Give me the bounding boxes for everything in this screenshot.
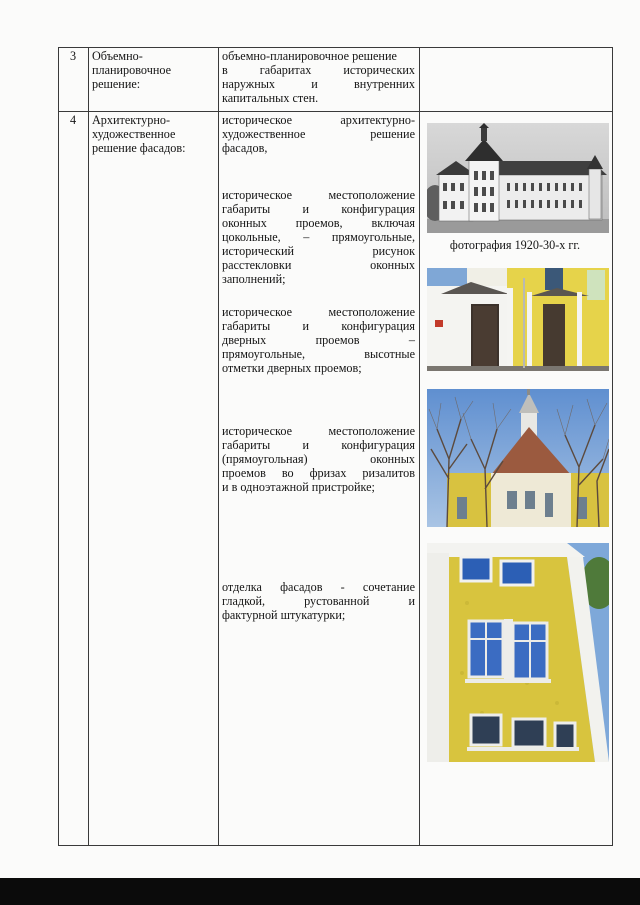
row-name-line: художественное bbox=[92, 127, 176, 141]
yellow-facade-windows-photo bbox=[427, 543, 609, 762]
text-line: габариты и конфигурация bbox=[222, 202, 415, 216]
text-line: прямоугольные, высотные bbox=[222, 347, 415, 361]
text-line: габариты и конфигурация bbox=[222, 438, 415, 452]
text-line: отделка фасадов - сочетание bbox=[222, 580, 415, 594]
row-description bbox=[222, 49, 415, 105]
text-line: расстекловки оконных bbox=[222, 258, 415, 272]
text-line: историческое местоположение bbox=[222, 305, 415, 319]
row-name bbox=[92, 113, 216, 155]
text-line: габариты и конфигурация bbox=[222, 319, 415, 333]
text-line: отметки дверных проемов; bbox=[222, 361, 362, 375]
tower-and-trees-photo bbox=[427, 389, 609, 527]
text-line: объемно-планировочное решение bbox=[222, 49, 397, 63]
text-line: историческое архитектурно- bbox=[222, 113, 415, 127]
text-line: капитальных стен. bbox=[222, 91, 319, 105]
row-name-line: планировочное bbox=[92, 63, 171, 77]
row-number: 4 bbox=[69, 113, 77, 127]
row-number: 3 bbox=[69, 49, 77, 63]
text-line: историческое местоположение bbox=[222, 188, 415, 202]
text-line: (прямоугольная) оконных bbox=[222, 452, 415, 466]
facade-item bbox=[222, 113, 415, 155]
entrance-doors-photo bbox=[427, 268, 609, 371]
row-name-line: Объемно- bbox=[92, 49, 143, 63]
text-line: фасадов, bbox=[222, 141, 268, 155]
text-line: исторический рисунок bbox=[222, 244, 415, 258]
scan-bottom-edge bbox=[0, 878, 640, 905]
facade-item bbox=[222, 305, 415, 375]
row-name-line: решение: bbox=[92, 77, 141, 91]
text-line: художественное решение bbox=[222, 127, 415, 141]
facade-item bbox=[222, 424, 415, 494]
text-line: фактурной штукатурки; bbox=[222, 608, 346, 622]
text-line: заполнений; bbox=[222, 272, 286, 286]
text-line: оконных проемов, включая bbox=[222, 216, 415, 230]
text-line: историческое местоположение bbox=[222, 424, 415, 438]
text-line: гладкой, рустованной и bbox=[222, 594, 415, 608]
row-name-line: Архитектурно- bbox=[92, 113, 171, 127]
text-line: в габаритах исторических bbox=[222, 63, 415, 77]
text-line: наружных и внутренних bbox=[222, 77, 415, 91]
historic-building-photo bbox=[427, 123, 609, 233]
facade-item bbox=[222, 188, 415, 286]
facade-item bbox=[222, 580, 415, 622]
row-name-line: решение фасадов: bbox=[92, 141, 186, 155]
text-line: цокольные, – прямоугольные, bbox=[222, 230, 415, 244]
text-line: проемов во фризах ризалитов bbox=[222, 466, 415, 480]
text-line: дверных проемов – bbox=[222, 333, 415, 347]
photo-caption: фотография 1920-30-х гг. bbox=[449, 238, 581, 252]
row-name bbox=[92, 49, 214, 91]
text-line: и в одноэтажной пристройке; bbox=[222, 480, 375, 494]
